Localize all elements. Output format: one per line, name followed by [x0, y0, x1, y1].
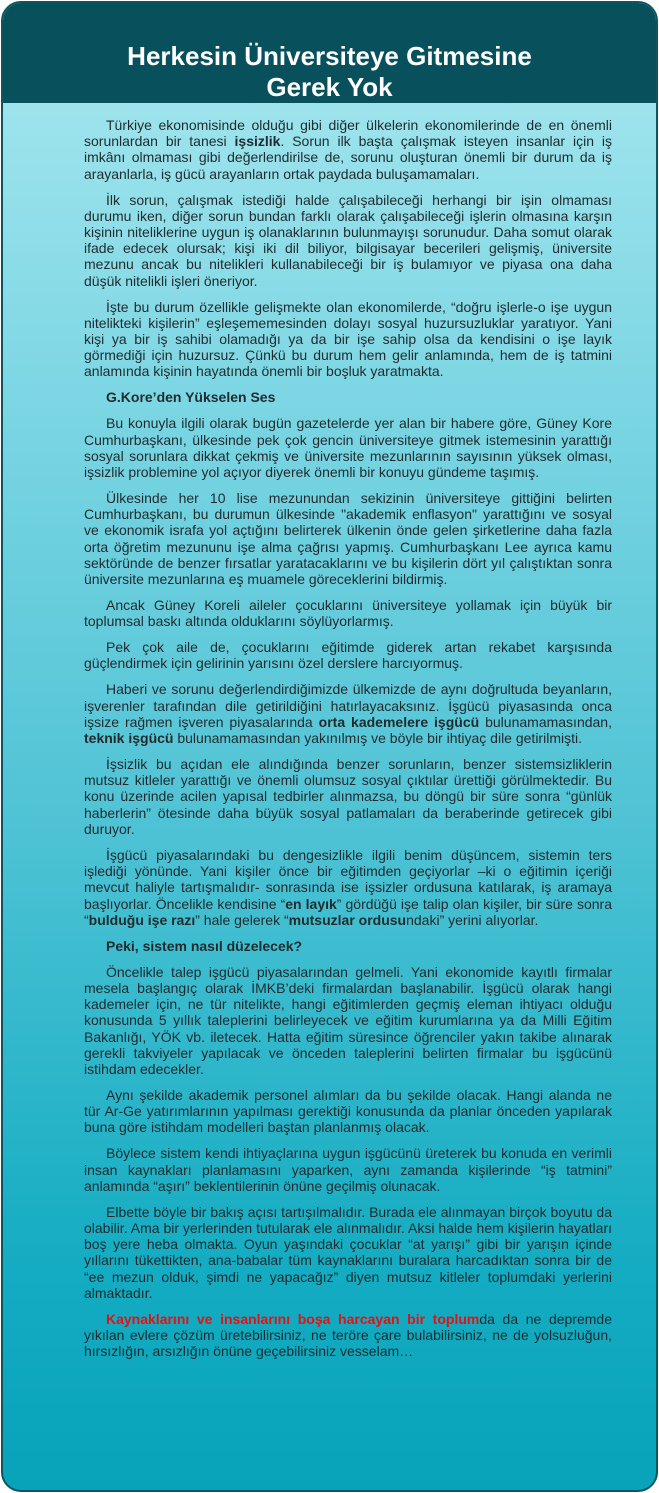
paragraph-10: İşgücü piyasalarındaki bu dengesizlikle ilgili benim düşüncem, sistemin ters işlediği yönünde. Yani kişiler önce bir eğitimden geçiyorlar –ki o eğitimin içeriği mevcut haliyle tartışmalıdır- sonrasında ise işsizler ordusuna katılarak, iş aramaya başlıyorlar. Öncelikle kendisine “en layık” gördüğü işe talip olan kişiler, bir süre sonra “bulduğu işe razı” hale gelerek “mutsuzlar ordusundaki” yerini alıyorlar.: [84, 846, 612, 928]
paragraph-5: Ülkesinde her 10 lise mezunundan sekizinin üniversiteye gittiğini belirten Cumhurbaşkanı, bu durumun ülkesinde "akademik enflasyon" yarattığını ve sosyal ve ekonomik israfa yol açtığını belirterek ülkenin önde gelen şirketlerine daha fazla orta öğretim mezununu işe alma çağrısı yapmış. Cumhurbaşkanı Lee ayrıca kamu sektöründe de benzer fırsatlar yaratacaklarını ve bu kişilerin dört yıl çalıştıktan sonra üniversite mezunlarına eş muamele göreceklerini bildirmiş.: [84, 490, 612, 588]
article-header: [3, 3, 656, 103]
paragraph-6: Ancak Güney Koreli aileler çocuklarını üniversiteye yollamak için büyük bir toplumsal baskı altında olduklarını söylüyorlarmış.: [84, 597, 612, 630]
article-card: [1, 1, 658, 1492]
paragraph-9: İşsizlik bu açıdan ele alındığında benzer sorunların, benzer sistemsizliklerin mutsuz kitleler yarattığı ve önemli olumsuz sosyal çıktılar ürettiği görülmektedir. Bu konu üzerinde acilen yapısal tedbirler alınmazsa, bu döngü bir süre sonra “günlük haberlerin” ötesinde daha büyük sosyal patlamaları da beraberinde getirecek gibi duruyor.: [84, 756, 612, 837]
paragraph-4: Bu konuyla ilgili olarak bugün gazetelerde yer alan bir habere göre, Güney Kore Cumhurbaşkanı, ülkesinde pek çok gencin üniversiteye gitmek istemesinin yarattığı sosyal sorunlara dikkat çekmiş ve üniversite mezunlarının sayısının yüksek olması, işsizlik problemine yol açıyor diyerek önemli bir konuyu gündeme taşımış.: [84, 415, 612, 481]
article-title-line1: Herkesin Üniversiteye Gitmesine: [127, 41, 532, 71]
paragraph-15: Kaynaklarını ve insanlarını boşa harcayan bir toplumda da ne depremde yıkılan evlere çözüm üretebilirsiniz, ne teröre çare bulabilirsiniz, ne de yolsuzluğun, hırsızlığın, arsızlığın önüne geçebilirsiniz vesselam…: [84, 1310, 612, 1360]
article-body: [3, 103, 656, 1359]
paragraph-13: Böylece sistem kendi ihtiyaçlarına uygun işgücünü üreterek bu konuda en verimli insan kaynakları planlamasını yaparken, aynı zamanda kişilerinde “iş tatmini” anlamında “aşırı” beklentilerinin önüne geçilmiş olunacak.: [84, 1145, 612, 1194]
paragraph-1: Türkiye ekonomisinde olduğu gibi diğer ülkelerin ekonomilerinde de en önemli sorunlardan bir tanesi işsizlik. Sorun ilk başta çalışmak isteyen insanlar için iş imkânı olmaması gibi değerlendirilse de, sorunu oluşturan önemli bir durum da iş arayanlarla, iş gücü arayanların ortak paydada buluşamamaları.: [84, 117, 612, 182]
paragraph-8: Haberi ve sorunu değerlendirdiğimizde ülkemizde de aynı doğrultuda beyanların, işverenler tarafından dile getirildiğini hatırlayacaksınız. İşgücü piyasasında onca işsize rağmen işveren piyasalarında orta kademelere işgücü bulunamamasından, teknik işgücü bulunamamasından yakınılmış ve böyle bir ihtiyaç dile getirilmişti.: [84, 681, 612, 747]
paragraph-3: İşte bu durum özellikle gelişmekte olan ekonomilerde, “doğru işlerle-o işe uygun nitelikteki kişilerin” eşleşememesinden dolayı sosyal huzursuzluklar yaratıyor. Yani kişi ya bir iş sahibi olamadığı ya da bir işe sahip olsa da kendisini o işe layık görmediği için huzursuz. Çünkü bu durum hem gelir anlamında, hem de iş tatmini anlamında kişinin hayatında önemli bir boşluk yaratmakta.: [84, 298, 612, 380]
paragraph-2: İlk sorun, çalışmak istediği halde çalışabileceği herhangi bir işin olmaması durumu iken, diğer sorun bundan farklı olarak çalışabileceği işlerin olmasına karşın kişinin niteliklerine uygun iş olanaklarının bulunmayışı sorunudur. Daha somut olarak ifade edecek olursak; kişi iki dil biliyor, bilgisayar becerileri gelişmiş, üniversite mezunu ancak bu nitelikleri kullanabileceği bir iş bulamıyor ve piyasa ona daha düşük nitelikli işleri öneriyor.: [84, 191, 612, 289]
paragraph-11: Öncelikle talep işgücü piyasalarından gelmeli. Yani ekonomide kayıtlı firmalar mesela başlangıç olarak İMKB’deki firmalardan başlanabilir. İşgücü olarak hangi kademeler için, ne tür nitelikte, hangi eğitimlerden geçmiş eleman ihtiyacı olduğu konusunda 5 yıllık taleplerini belirleyecek ve eğitim kurumlarına ya da Milli Eğitim Bakanlığı, YÖK vb. iletecek. Hatta eğitim süresince öğrenciler yakın takibe alınarak gerekli takviyeler yapılacak ve önceden taleplerini belirten firmalar bu işgücünü istihdam edecekler.: [84, 963, 612, 1077]
subheading-korea: G.Kore’den Yükselen Ses: [106, 389, 276, 406]
paragraph-12: Aynı şekilde akademik personel alımları da bu şekilde olacak. Hangi alanda ne tür Ar-Ge yatırımlarının yapılması gerektiği konusunda da planlar önceden yapılarak buna göre istihdam modelleri baştan planlanmış olacak.: [84, 1086, 612, 1136]
article-title-line2: Gerek Yok: [266, 72, 393, 102]
subheading-solution: Peki, sistem nasıl düzelecek?: [106, 937, 303, 954]
paragraph-14: Elbette böyle bir bakış açısı tartışılmalıdır. Burada ele alınmayan birçok boyutu da olabilir. Ama bir yerlerinden tutularak ele alınmalıdır. Aksi halde hem kişilerin hayatları boş yere heba olmakta. Oyun yaşındaki çocuklar “at yarışı” gibi bir yarışın içinde yıllarını tükettikten, ana-babalar tüm kaynaklarını buralara harcadıktan sonra bir de “ee mezun olduk, şimdi ne yapacağız” diyen mutsuz kitleler toplumdaki yerlerini almaktadır.: [84, 1203, 612, 1301]
highlight-text: Kaynaklarını ve insanlarını boşa harcayan bir toplum: [106, 1310, 480, 1327]
paragraph-7: Pek çok aile de, çocuklarını eğitimde giderek artan rekabet karşısında güçlendirmek için gelirinin yarısını özel derslere harcıyormuş.: [84, 639, 612, 672]
